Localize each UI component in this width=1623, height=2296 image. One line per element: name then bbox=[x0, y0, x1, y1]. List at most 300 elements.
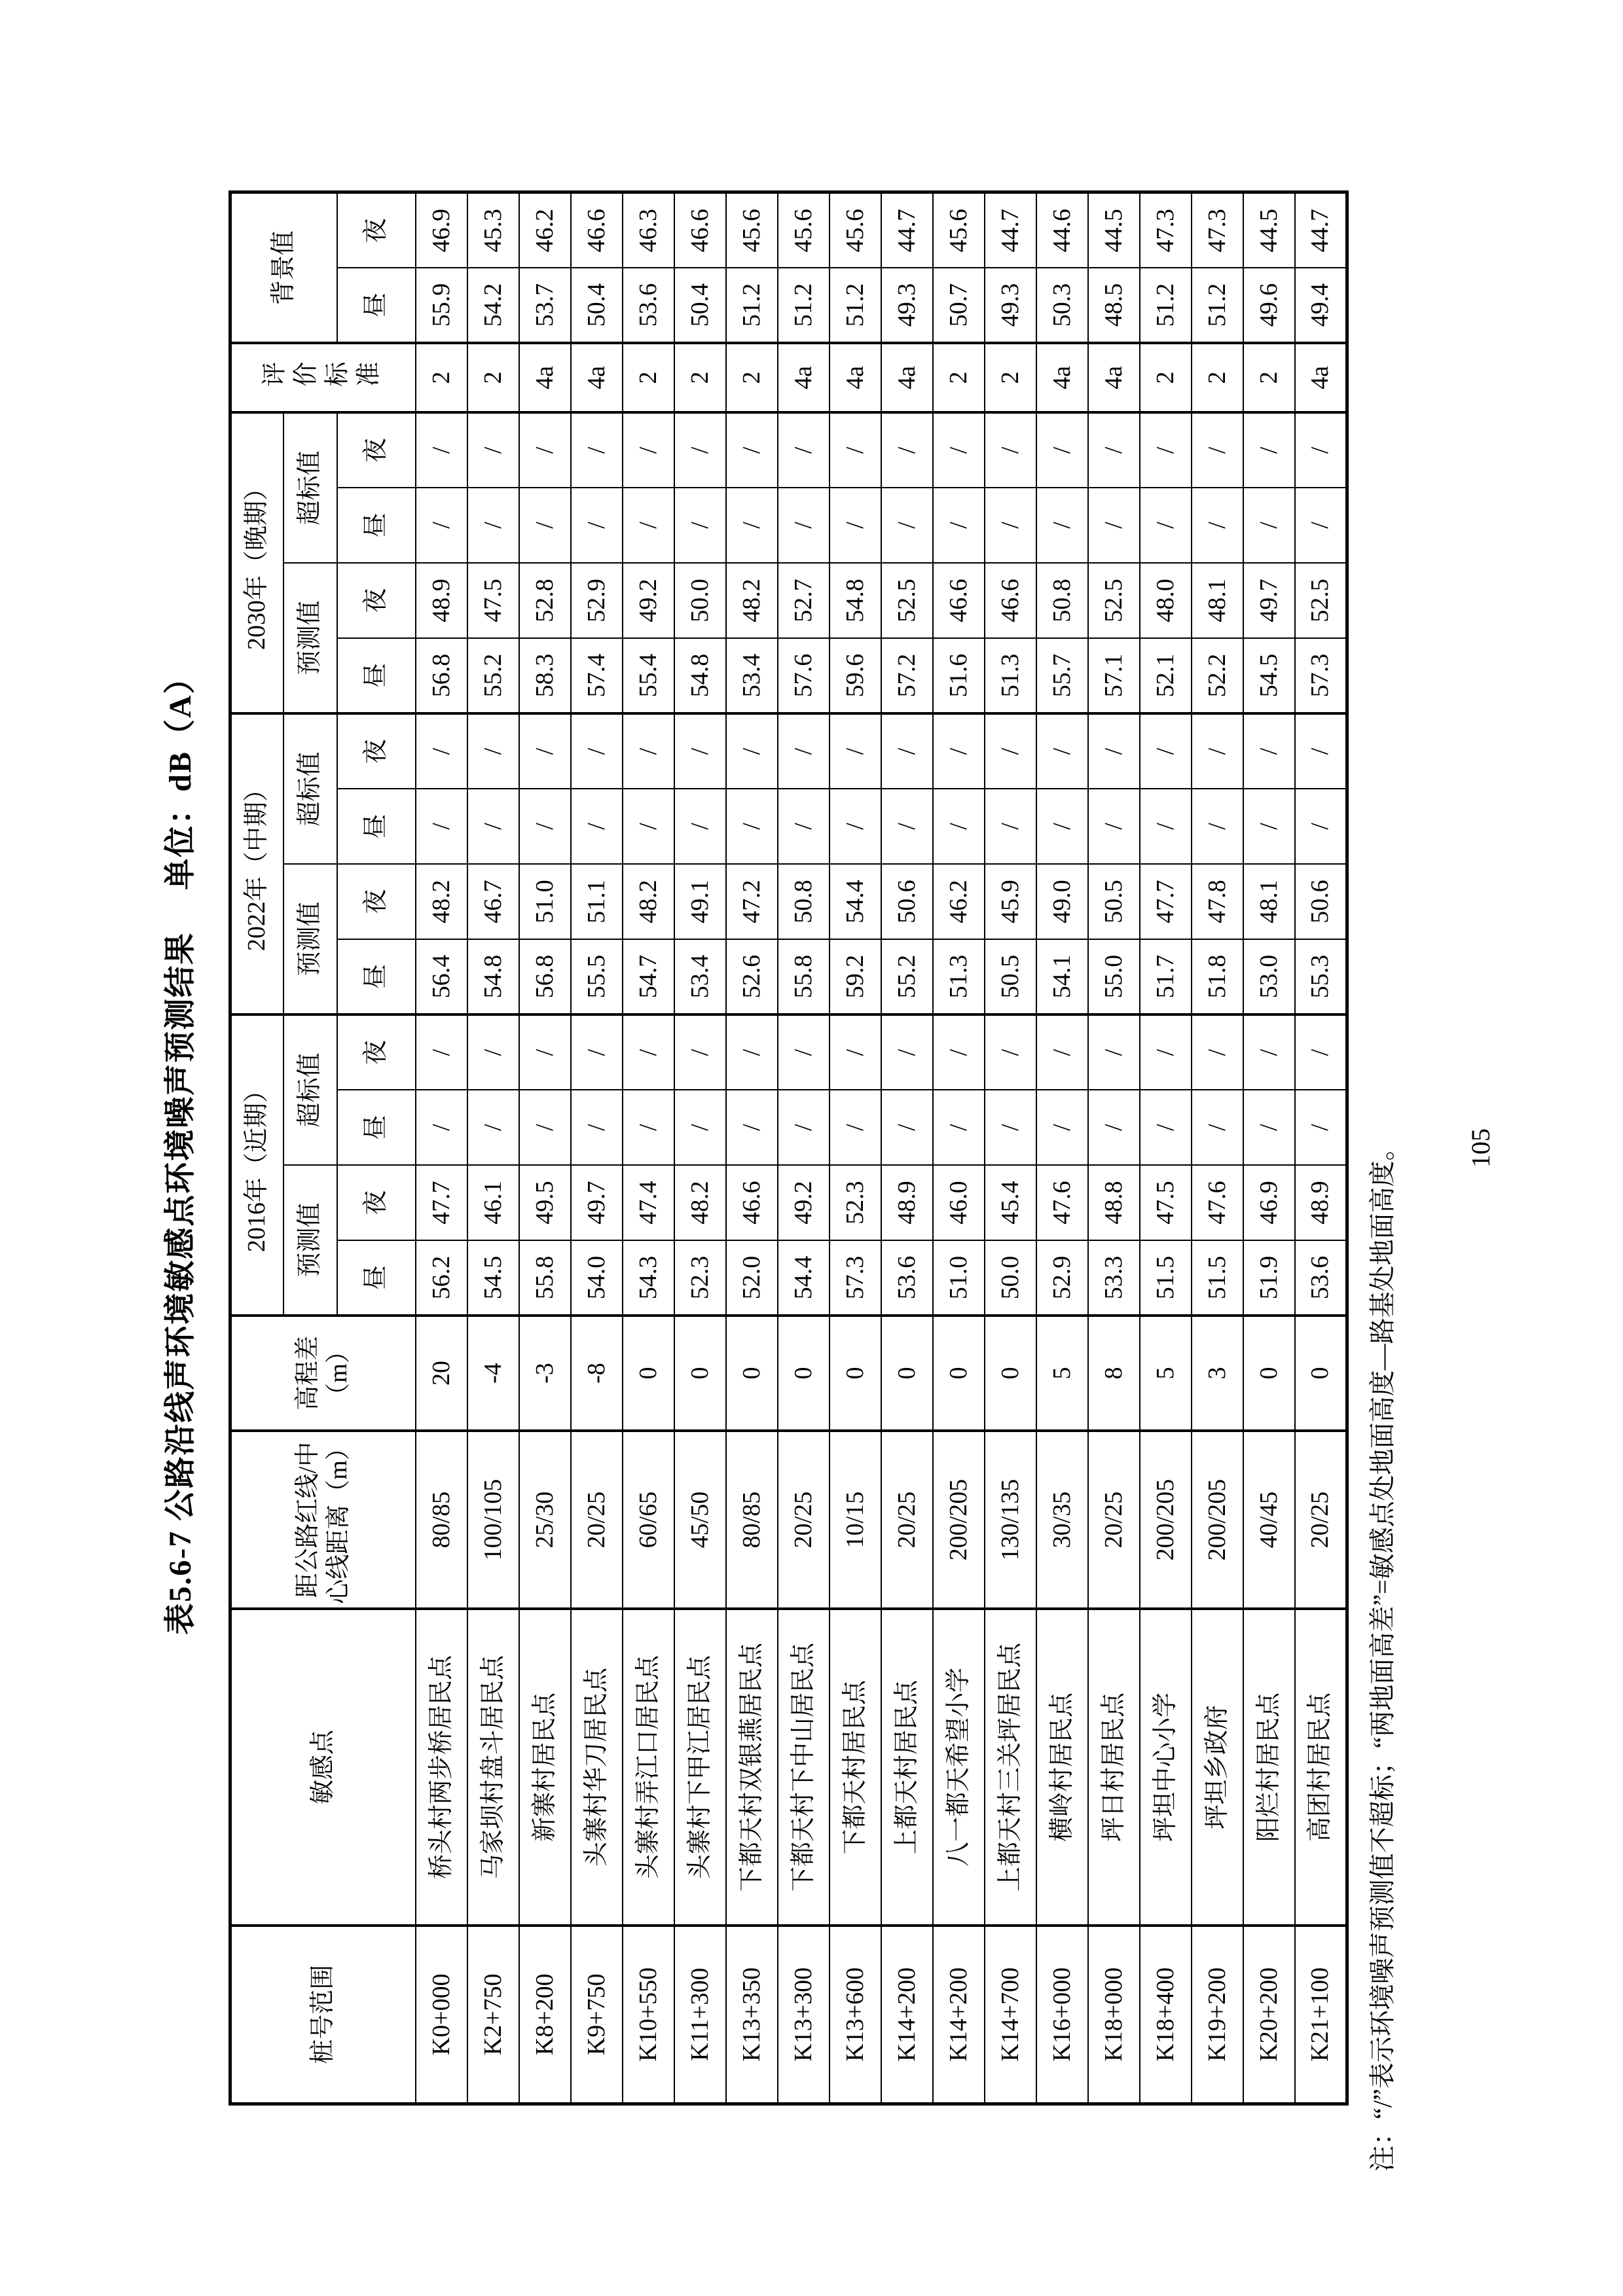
cell-2016-exceed-day: / bbox=[467, 1090, 519, 1165]
cell-2030-exceed-day: / bbox=[571, 488, 623, 563]
cell-sensitive-point: 上都天村三关坪居民点 bbox=[985, 1609, 1036, 1926]
col-header-day: 昼 bbox=[337, 638, 416, 713]
cell-2016-pred-day: 54.4 bbox=[778, 1240, 830, 1316]
cell-stake: K14+200 bbox=[933, 1926, 985, 2104]
cell-stake: K20+200 bbox=[1243, 1926, 1295, 2104]
cell-2030-pred-day: 55.7 bbox=[1036, 638, 1088, 713]
cell-background-night: 44.5 bbox=[1088, 192, 1140, 268]
cell-2030-exceed-day: / bbox=[1036, 488, 1088, 563]
cell-2016-pred-night: 48.8 bbox=[1088, 1165, 1140, 1240]
cell-2016-pred-day: 51.5 bbox=[1140, 1240, 1192, 1316]
cell-2022-pred-night: 46.7 bbox=[467, 864, 519, 939]
cell-2016-pred-night: 47.6 bbox=[1192, 1165, 1243, 1240]
cell-2022-exceed-night: / bbox=[726, 713, 778, 789]
cell-2016-pred-night: 47.6 bbox=[1036, 1165, 1088, 1240]
table-body bbox=[416, 192, 1347, 2104]
cell-2016-exceed-night: / bbox=[830, 1014, 881, 1090]
cell-2030-exceed-day: / bbox=[985, 488, 1036, 563]
table-row bbox=[933, 192, 985, 2104]
cell-2030-exceed-day: / bbox=[881, 488, 933, 563]
cell-2030-pred-day: 57.1 bbox=[1088, 638, 1140, 713]
cell-distance: 20/25 bbox=[571, 1431, 623, 1609]
cell-2030-exceed-day: / bbox=[519, 488, 571, 563]
cell-background-night: 45.3 bbox=[467, 192, 519, 268]
cell-stake: K9+750 bbox=[571, 1926, 623, 2104]
cell-2022-exceed-night: / bbox=[1140, 713, 1192, 789]
cell-background-day: 53.7 bbox=[519, 268, 571, 343]
cell-distance: 200/205 bbox=[1140, 1431, 1192, 1609]
cell-background-day: 54.2 bbox=[467, 268, 519, 343]
cell-2022-pred-night: 48.2 bbox=[416, 864, 467, 939]
cell-elevation: 0 bbox=[778, 1316, 830, 1431]
table-row bbox=[674, 192, 726, 2104]
cell-2016-exceed-night: / bbox=[1036, 1014, 1088, 1090]
cell-background-night: 44.7 bbox=[881, 192, 933, 268]
cell-2022-pred-night: 50.5 bbox=[1088, 864, 1140, 939]
cell-2016-pred-night: 49.5 bbox=[519, 1165, 571, 1240]
cell-elevation: 0 bbox=[881, 1316, 933, 1431]
cell-2030-pred-day: 54.8 bbox=[674, 638, 726, 713]
cell-background-night: 46.3 bbox=[623, 192, 674, 268]
cell-2030-exceed-night: / bbox=[1295, 412, 1347, 488]
cell-2016-exceed-day: / bbox=[881, 1090, 933, 1165]
cell-2016-exceed-night: / bbox=[1192, 1014, 1243, 1090]
cell-2030-pred-day: 56.8 bbox=[416, 638, 467, 713]
cell-distance: 80/85 bbox=[416, 1431, 467, 1609]
cell-2022-pred-night: 47.2 bbox=[726, 864, 778, 939]
cell-2030-pred-night: 49.7 bbox=[1243, 563, 1295, 638]
col-header-day: 昼 bbox=[337, 939, 416, 1014]
cell-2030-pred-day: 58.3 bbox=[519, 638, 571, 713]
col-header-stake: 桩号范围 bbox=[230, 1926, 416, 2104]
cell-2022-pred-day: 55.3 bbox=[1295, 939, 1347, 1014]
cell-2030-pred-night: 52.5 bbox=[881, 563, 933, 638]
cell-elevation: 0 bbox=[1295, 1316, 1347, 1431]
cell-elevation: 0 bbox=[933, 1316, 985, 1431]
cell-2030-pred-day: 52.1 bbox=[1140, 638, 1192, 713]
cell-background-day: 50.4 bbox=[674, 268, 726, 343]
cell-background-day: 48.5 bbox=[1088, 268, 1140, 343]
cell-2030-pred-night: 50.0 bbox=[674, 563, 726, 638]
cell-2030-pred-day: 51.3 bbox=[985, 638, 1036, 713]
cell-2016-pred-night: 49.2 bbox=[778, 1165, 830, 1240]
cell-background-night: 45.6 bbox=[778, 192, 830, 268]
cell-2016-pred-day: 55.8 bbox=[519, 1240, 571, 1316]
cell-standard: 2 bbox=[1243, 343, 1295, 412]
cell-2016-exceed-night: / bbox=[1140, 1014, 1192, 1090]
col-header-predicted-2016: 预测值 bbox=[283, 1165, 337, 1316]
cell-elevation: -8 bbox=[571, 1316, 623, 1431]
cell-2030-pred-day: 55.4 bbox=[623, 638, 674, 713]
cell-elevation: 8 bbox=[1088, 1316, 1140, 1431]
cell-2022-exceed-night: / bbox=[519, 713, 571, 789]
cell-2030-pred-night: 52.5 bbox=[1295, 563, 1347, 638]
cell-2030-exceed-night: / bbox=[726, 412, 778, 488]
cell-stake: K11+300 bbox=[674, 1926, 726, 2104]
cell-2016-pred-night: 47.4 bbox=[623, 1165, 674, 1240]
cell-stake: K13+600 bbox=[830, 1926, 881, 2104]
cell-2030-pred-night: 50.8 bbox=[1036, 563, 1088, 638]
cell-2030-exceed-day: / bbox=[726, 488, 778, 563]
cell-background-day: 49.6 bbox=[1243, 268, 1295, 343]
cell-2030-exceed-night: / bbox=[467, 412, 519, 488]
cell-background-night: 46.2 bbox=[519, 192, 571, 268]
cell-2022-exceed-day: / bbox=[778, 789, 830, 864]
cell-stake: K10+550 bbox=[623, 1926, 674, 2104]
cell-2022-pred-night: 49.1 bbox=[674, 864, 726, 939]
cell-2030-pred-day: 57.3 bbox=[1295, 638, 1347, 713]
cell-2030-pred-day: 54.5 bbox=[1243, 638, 1295, 713]
table-title-text: 表5.6-7 公路沿线声环境敏感点环境噪声预测结果 bbox=[163, 931, 198, 1635]
cell-2016-pred-night: 48.2 bbox=[674, 1165, 726, 1240]
cell-2016-exceed-night: / bbox=[726, 1014, 778, 1090]
cell-elevation: -3 bbox=[519, 1316, 571, 1431]
cell-2022-pred-night: 54.4 bbox=[830, 864, 881, 939]
col-header-day: 昼 bbox=[337, 1090, 416, 1165]
cell-standard: 2 bbox=[416, 343, 467, 412]
cell-2022-pred-day: 59.2 bbox=[830, 939, 881, 1014]
cell-2016-exceed-night: / bbox=[881, 1014, 933, 1090]
cell-2030-exceed-day: / bbox=[830, 488, 881, 563]
cell-2022-exceed-night: / bbox=[881, 713, 933, 789]
cell-standard: 4a bbox=[1036, 343, 1088, 412]
table-row bbox=[1243, 192, 1295, 2104]
cell-elevation: -4 bbox=[467, 1316, 519, 1431]
cell-sensitive-point: 上都天村居民点 bbox=[881, 1609, 933, 1926]
cell-2022-pred-night: 50.6 bbox=[881, 864, 933, 939]
cell-2030-pred-night: 48.9 bbox=[416, 563, 467, 638]
cell-2030-pred-day: 52.2 bbox=[1192, 638, 1243, 713]
cell-sensitive-point: 下都天村居民点 bbox=[830, 1609, 881, 1926]
cell-2030-pred-night: 49.2 bbox=[623, 563, 674, 638]
cell-2022-pred-day: 54.8 bbox=[467, 939, 519, 1014]
cell-2022-exceed-night: / bbox=[830, 713, 881, 789]
cell-2016-pred-night: 46.1 bbox=[467, 1165, 519, 1240]
cell-2016-pred-night: 52.3 bbox=[830, 1165, 881, 1240]
cell-background-night: 46.9 bbox=[416, 192, 467, 268]
cell-standard: 2 bbox=[674, 343, 726, 412]
cell-2030-pred-night: 54.8 bbox=[830, 563, 881, 638]
table-row bbox=[416, 192, 467, 2104]
table-row bbox=[1140, 192, 1192, 2104]
cell-distance: 25/30 bbox=[519, 1431, 571, 1609]
cell-2016-exceed-day: / bbox=[416, 1090, 467, 1165]
col-header-night: 夜 bbox=[337, 713, 416, 789]
cell-2030-pred-day: 57.2 bbox=[881, 638, 933, 713]
cell-2022-pred-night: 50.8 bbox=[778, 864, 830, 939]
cell-2022-pred-day: 55.8 bbox=[778, 939, 830, 1014]
cell-background-day: 50.7 bbox=[933, 268, 985, 343]
cell-standard: 4a bbox=[830, 343, 881, 412]
cell-distance: 20/25 bbox=[1295, 1431, 1347, 1609]
cell-2030-pred-night: 47.5 bbox=[467, 563, 519, 638]
cell-standard: 4a bbox=[1088, 343, 1140, 412]
cell-2016-exceed-day: / bbox=[1295, 1090, 1347, 1165]
cell-standard: 4a bbox=[519, 343, 571, 412]
cell-distance: 45/50 bbox=[674, 1431, 726, 1609]
cell-2016-exceed-night: / bbox=[1088, 1014, 1140, 1090]
cell-2016-exceed-night: / bbox=[519, 1014, 571, 1090]
cell-2030-pred-night: 48.0 bbox=[1140, 563, 1192, 638]
cell-2022-pred-day: 51.7 bbox=[1140, 939, 1192, 1014]
cell-2030-exceed-night: / bbox=[1140, 412, 1192, 488]
cell-2022-exceed-day: / bbox=[571, 789, 623, 864]
col-header-night: 夜 bbox=[337, 864, 416, 939]
cell-distance: 40/45 bbox=[1243, 1431, 1295, 1609]
cell-2016-pred-night: 46.0 bbox=[933, 1165, 985, 1240]
cell-elevation: 0 bbox=[726, 1316, 778, 1431]
cell-stake: K13+350 bbox=[726, 1926, 778, 2104]
cell-sensitive-point: 坪坦乡政府 bbox=[1192, 1609, 1243, 1926]
cell-2022-exceed-day: / bbox=[1295, 789, 1347, 864]
cell-2016-exceed-day: / bbox=[830, 1090, 881, 1165]
cell-background-night: 46.6 bbox=[674, 192, 726, 268]
cell-2030-pred-night: 52.7 bbox=[778, 563, 830, 638]
cell-2030-exceed-day: / bbox=[1243, 488, 1295, 563]
cell-2030-pred-day: 53.4 bbox=[726, 638, 778, 713]
cell-2016-pred-day: 51.5 bbox=[1192, 1240, 1243, 1316]
noise-prediction-table bbox=[228, 190, 1349, 2105]
cell-distance: 200/205 bbox=[933, 1431, 985, 1609]
cell-2022-pred-day: 55.5 bbox=[571, 939, 623, 1014]
cell-2016-exceed-day: / bbox=[1243, 1090, 1295, 1165]
cell-sensitive-point: 头寨村弄江口居民点 bbox=[623, 1609, 674, 1926]
cell-standard: 2 bbox=[726, 343, 778, 412]
cell-2022-pred-day: 53.0 bbox=[1243, 939, 1295, 1014]
cell-elevation: 20 bbox=[416, 1316, 467, 1431]
cell-standard: 4a bbox=[778, 343, 830, 412]
cell-2022-exceed-day: / bbox=[1243, 789, 1295, 864]
cell-standard: 2 bbox=[1140, 343, 1192, 412]
page-number: 105 bbox=[1466, 1128, 1495, 1168]
cell-2030-exceed-day: / bbox=[1088, 488, 1140, 563]
cell-2022-exceed-day: / bbox=[1088, 789, 1140, 864]
cell-2016-exceed-night: / bbox=[1295, 1014, 1347, 1090]
table-row bbox=[881, 192, 933, 2104]
col-header-predicted-2030: 预测值 bbox=[283, 563, 337, 713]
cell-2030-exceed-day: / bbox=[1192, 488, 1243, 563]
cell-2022-exceed-night: / bbox=[933, 713, 985, 789]
cell-2022-exceed-night: / bbox=[674, 713, 726, 789]
cell-sensitive-point: 桥头村两步桥居民点 bbox=[416, 1609, 467, 1926]
cell-2016-pred-night: 48.9 bbox=[1295, 1165, 1347, 1240]
cell-2022-exceed-night: / bbox=[778, 713, 830, 789]
cell-2016-exceed-night: / bbox=[623, 1014, 674, 1090]
footnote: 注：“/”表示环境噪声预测值不超标；“两地面高差”=敏感点处地面高度—路基处地面高度。 bbox=[1367, 1134, 1397, 2172]
table-row bbox=[1295, 192, 1347, 2104]
cell-distance: 100/105 bbox=[467, 1431, 519, 1609]
cell-2022-pred-day: 51.3 bbox=[933, 939, 985, 1014]
cell-distance: 20/25 bbox=[778, 1431, 830, 1609]
col-header-exceed-2016: 超标值 bbox=[283, 1014, 337, 1165]
cell-2030-pred-night: 46.6 bbox=[933, 563, 985, 638]
cell-stake: K2+750 bbox=[467, 1926, 519, 2104]
cell-2022-pred-night: 51.0 bbox=[519, 864, 571, 939]
col-header-night: 夜 bbox=[337, 192, 416, 268]
col-header-day: 昼 bbox=[337, 1240, 416, 1316]
cell-sensitive-point: 高团村居民点 bbox=[1295, 1609, 1347, 1926]
cell-sensitive-point: 阳烂村居民点 bbox=[1243, 1609, 1295, 1926]
cell-2022-exceed-day: / bbox=[726, 789, 778, 864]
cell-background-day: 55.9 bbox=[416, 268, 467, 343]
cell-2022-exceed-night: / bbox=[1088, 713, 1140, 789]
cell-stake: K16+000 bbox=[1036, 1926, 1088, 2104]
cell-sensitive-point: 坪坦中心小学 bbox=[1140, 1609, 1192, 1926]
cell-2016-exceed-day: / bbox=[933, 1090, 985, 1165]
table-row bbox=[571, 192, 623, 2104]
cell-2022-exceed-day: / bbox=[933, 789, 985, 864]
col-header-sensitive-point: 敏感点 bbox=[230, 1609, 416, 1926]
cell-sensitive-point: 头寨村下甲江居民点 bbox=[674, 1609, 726, 1926]
col-header-period-2030: 2030年（晚期） bbox=[230, 412, 284, 713]
cell-2030-exceed-night: / bbox=[623, 412, 674, 488]
header-row-1 bbox=[230, 192, 284, 2104]
col-header-elevation: 高程差（m） bbox=[230, 1316, 416, 1431]
col-header-distance: 距公路红线/中心线距离（m） bbox=[230, 1431, 416, 1609]
page-title bbox=[155, 0, 200, 2296]
cell-2016-exceed-day: / bbox=[1140, 1090, 1192, 1165]
cell-2016-pred-night: 47.7 bbox=[416, 1165, 467, 1240]
cell-2016-exceed-day: / bbox=[1192, 1090, 1243, 1165]
cell-2030-exceed-day: / bbox=[674, 488, 726, 563]
cell-2022-pred-night: 49.0 bbox=[1036, 864, 1088, 939]
cell-stake: K14+200 bbox=[881, 1926, 933, 2104]
cell-2022-exceed-night: / bbox=[1295, 713, 1347, 789]
cell-background-night: 44.5 bbox=[1243, 192, 1295, 268]
cell-2030-exceed-night: / bbox=[933, 412, 985, 488]
cell-2016-pred-day: 54.5 bbox=[467, 1240, 519, 1316]
col-header-background: 背景值 bbox=[230, 192, 338, 343]
col-header-day: 昼 bbox=[337, 488, 416, 563]
cell-2016-exceed-night: / bbox=[985, 1014, 1036, 1090]
cell-2022-pred-night: 48.1 bbox=[1243, 864, 1295, 939]
cell-2030-exceed-day: / bbox=[778, 488, 830, 563]
cell-2016-pred-day: 51.0 bbox=[933, 1240, 985, 1316]
col-header-night: 夜 bbox=[337, 1014, 416, 1090]
unit-label: 单位：dB（A） bbox=[163, 661, 198, 890]
cell-background-day: 50.4 bbox=[571, 268, 623, 343]
cell-2022-pred-night: 46.2 bbox=[933, 864, 985, 939]
cell-background-night: 44.7 bbox=[1295, 192, 1347, 268]
cell-2030-exceed-night: / bbox=[985, 412, 1036, 488]
cell-sensitive-point: 马家坝村盘斗居民点 bbox=[467, 1609, 519, 1926]
cell-2016-pred-day: 53.6 bbox=[881, 1240, 933, 1316]
cell-2030-pred-night: 52.9 bbox=[571, 563, 623, 638]
cell-2016-pred-day: 56.2 bbox=[416, 1240, 467, 1316]
cell-background-day: 51.2 bbox=[830, 268, 881, 343]
table-row bbox=[623, 192, 674, 2104]
cell-2022-pred-night: 45.9 bbox=[985, 864, 1036, 939]
cell-2016-pred-day: 50.0 bbox=[985, 1240, 1036, 1316]
cell-sensitive-point: 八一都天希望小学 bbox=[933, 1609, 985, 1926]
cell-background-day: 50.3 bbox=[1036, 268, 1088, 343]
cell-2016-pred-day: 53.6 bbox=[1295, 1240, 1347, 1316]
cell-2030-pred-night: 52.5 bbox=[1088, 563, 1140, 638]
cell-2030-exceed-day: / bbox=[933, 488, 985, 563]
cell-2016-exceed-day: / bbox=[571, 1090, 623, 1165]
cell-distance: 30/35 bbox=[1036, 1431, 1088, 1609]
cell-2022-exceed-day: / bbox=[1036, 789, 1088, 864]
cell-2016-exceed-day: / bbox=[674, 1090, 726, 1165]
cell-2022-pred-day: 51.8 bbox=[1192, 939, 1243, 1014]
cell-standard: 4a bbox=[1295, 343, 1347, 412]
cell-2022-exceed-night: / bbox=[1243, 713, 1295, 789]
cell-2030-exceed-night: / bbox=[1036, 412, 1088, 488]
cell-2016-exceed-night: / bbox=[416, 1014, 467, 1090]
cell-2016-exceed-night: / bbox=[1243, 1014, 1295, 1090]
cell-2022-pred-day: 56.4 bbox=[416, 939, 467, 1014]
cell-sensitive-point: 坪日村居民点 bbox=[1088, 1609, 1140, 1926]
cell-2030-pred-night: 48.2 bbox=[726, 563, 778, 638]
cell-distance: 60/65 bbox=[623, 1431, 674, 1609]
table-row bbox=[467, 192, 519, 2104]
cell-2016-exceed-day: / bbox=[623, 1090, 674, 1165]
col-header-day: 昼 bbox=[337, 789, 416, 864]
col-header-period-2016: 2016年（近期） bbox=[230, 1014, 284, 1316]
cell-2022-pred-day: 55.2 bbox=[881, 939, 933, 1014]
cell-elevation: 0 bbox=[985, 1316, 1036, 1431]
cell-2016-pred-day: 57.3 bbox=[830, 1240, 881, 1316]
cell-distance: 10/15 bbox=[830, 1431, 881, 1609]
cell-2016-exceed-night: / bbox=[933, 1014, 985, 1090]
cell-2022-pred-night: 47.8 bbox=[1192, 864, 1243, 939]
cell-standard: 4a bbox=[571, 343, 623, 412]
cell-2022-exceed-day: / bbox=[881, 789, 933, 864]
cell-2030-pred-day: 57.6 bbox=[778, 638, 830, 713]
cell-stake: K19+200 bbox=[1192, 1926, 1243, 2104]
cell-2016-pred-night: 46.9 bbox=[1243, 1165, 1295, 1240]
cell-background-night: 47.3 bbox=[1192, 192, 1243, 268]
cell-standard: 2 bbox=[467, 343, 519, 412]
cell-2030-pred-night: 46.6 bbox=[985, 563, 1036, 638]
cell-background-night: 44.7 bbox=[985, 192, 1036, 268]
cell-2030-exceed-night: / bbox=[519, 412, 571, 488]
cell-2022-exceed-day: / bbox=[1140, 789, 1192, 864]
cell-stake: K18+000 bbox=[1088, 1926, 1140, 2104]
cell-2016-exceed-night: / bbox=[467, 1014, 519, 1090]
cell-2016-pred-night: 46.6 bbox=[726, 1165, 778, 1240]
cell-2030-exceed-night: / bbox=[778, 412, 830, 488]
cell-2022-pred-night: 47.7 bbox=[1140, 864, 1192, 939]
cell-2022-pred-day: 50.5 bbox=[985, 939, 1036, 1014]
cell-2030-exceed-night: / bbox=[571, 412, 623, 488]
table-row bbox=[1036, 192, 1088, 2104]
cell-distance: 20/25 bbox=[1088, 1431, 1140, 1609]
cell-2030-exceed-night: / bbox=[1192, 412, 1243, 488]
table-row bbox=[519, 192, 571, 2104]
cell-stake: K14+700 bbox=[985, 1926, 1036, 2104]
cell-elevation: 0 bbox=[830, 1316, 881, 1431]
col-header-exceed-2030: 超标值 bbox=[283, 412, 337, 563]
cell-2030-exceed-night: / bbox=[881, 412, 933, 488]
cell-background-night: 47.3 bbox=[1140, 192, 1192, 268]
cell-2022-exceed-day: / bbox=[519, 789, 571, 864]
cell-2016-pred-night: 45.4 bbox=[985, 1165, 1036, 1240]
cell-2016-exceed-day: / bbox=[778, 1090, 830, 1165]
cell-2022-pred-night: 50.6 bbox=[1295, 864, 1347, 939]
cell-standard: 2 bbox=[933, 343, 985, 412]
col-header-day: 昼 bbox=[337, 268, 416, 343]
cell-2022-exceed-night: / bbox=[623, 713, 674, 789]
cell-background-night: 46.6 bbox=[571, 192, 623, 268]
cell-2016-pred-night: 49.7 bbox=[571, 1165, 623, 1240]
cell-distance: 130/135 bbox=[985, 1431, 1036, 1609]
cell-sensitive-point: 横岭村居民点 bbox=[1036, 1609, 1088, 1926]
cell-2016-exceed-day: / bbox=[726, 1090, 778, 1165]
col-header-period-2022: 2022年（中期） bbox=[230, 713, 284, 1014]
table-row bbox=[1192, 192, 1243, 2104]
cell-2030-exceed-night: / bbox=[416, 412, 467, 488]
